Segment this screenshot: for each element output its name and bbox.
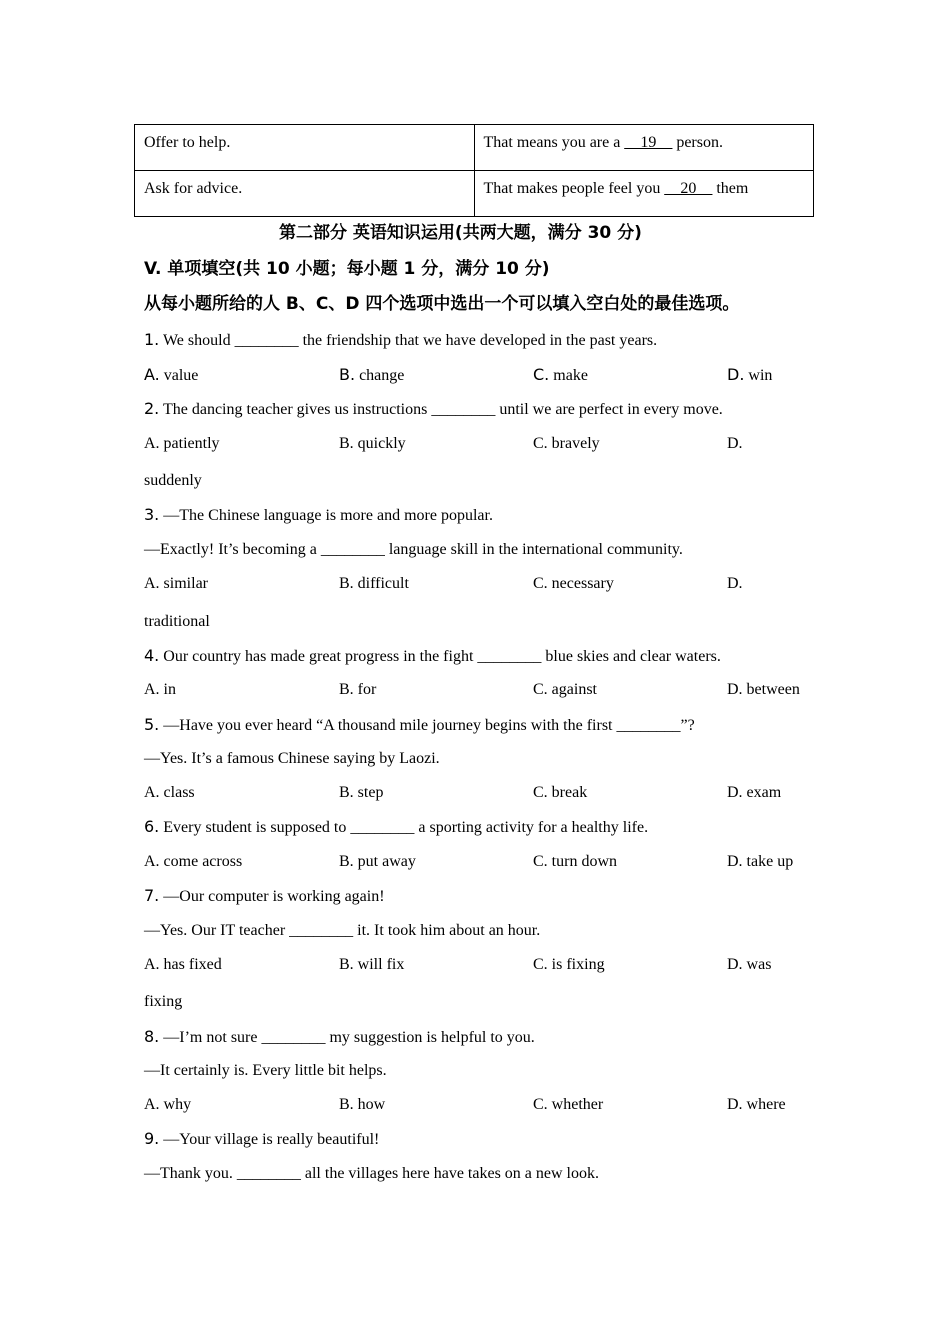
option-d: D. win bbox=[727, 365, 773, 384]
question-number: 3. bbox=[144, 505, 160, 524]
question-stem-line2: —Yes. It’s a famous Chinese saying by Laozi. bbox=[144, 750, 440, 767]
instruction: 从每小题所给的人 B、C、D 四个选项中选出一个可以填入空白处的最佳选项。 bbox=[144, 294, 740, 314]
option-b: B. change bbox=[339, 365, 405, 384]
question-stem-line2: —Yes. Our IT teacher ________ it. It took him about an hour. bbox=[144, 922, 541, 939]
cell-text: Offer to help. bbox=[144, 134, 231, 151]
option-a: A. patiently bbox=[144, 435, 220, 452]
question-stem-line2: —Exactly! It’s becoming a ________ language skill in the international community. bbox=[144, 541, 683, 558]
option-b: B. difficult bbox=[339, 575, 409, 592]
question-stem: —I’m not sure ________ my suggestion is helpful to you. bbox=[159, 1029, 535, 1046]
table-row bbox=[135, 125, 814, 171]
blank-20: __20__ bbox=[664, 180, 713, 197]
question-8 bbox=[144, 1027, 535, 1048]
question-number: 6. bbox=[144, 817, 160, 836]
option-a: A. similar bbox=[144, 575, 208, 592]
question-number: 2. bbox=[144, 399, 160, 418]
question-stem: The dancing teacher gives us instructions ________ until we are perfect in every move. bbox=[159, 401, 723, 418]
question-stem: Every student is supposed to ________ a sporting activity for a healthy life. bbox=[159, 819, 649, 836]
option-d-wrap: suddenly bbox=[144, 472, 202, 489]
question-number: 5. bbox=[144, 715, 160, 734]
question-number: 9. bbox=[144, 1129, 160, 1148]
option-b: B. for bbox=[339, 681, 377, 698]
option-d: D. exam bbox=[727, 784, 782, 801]
question-stem: —Your village is really beautiful! bbox=[159, 1131, 380, 1148]
option-b: B. quickly bbox=[339, 435, 406, 452]
option-a: A. class bbox=[144, 784, 195, 801]
question-4 bbox=[144, 646, 721, 667]
option-d: D. bbox=[727, 435, 743, 452]
question-stem-line2: —It certainly is. Every little bit helps. bbox=[144, 1062, 387, 1079]
question-number: 1. bbox=[144, 330, 160, 349]
option-c: C. against bbox=[533, 681, 597, 698]
table-cell bbox=[135, 125, 475, 171]
option-a: A. why bbox=[144, 1096, 192, 1113]
question-6 bbox=[144, 817, 648, 838]
cell-text: That makes people feel you bbox=[483, 180, 665, 197]
question-stem: Our country has made great progress in the fight ________ blue skies and clear waters. bbox=[159, 648, 721, 665]
cell-text: them bbox=[712, 180, 749, 197]
question-9 bbox=[144, 1129, 379, 1150]
option-c: C. necessary bbox=[533, 575, 614, 592]
table-cell bbox=[474, 171, 814, 217]
question-stem-line2: —Thank you. ________ all the villages here have takes on a new look. bbox=[144, 1165, 599, 1182]
section-title: 第二部分 英语知识运用(共两大题，满分 30 分) bbox=[279, 223, 642, 243]
option-c: C. whether bbox=[533, 1096, 604, 1113]
option-a: A. come across bbox=[144, 853, 243, 870]
table-cell bbox=[474, 125, 814, 171]
option-b: B. put away bbox=[339, 853, 416, 870]
option-d: D. take up bbox=[727, 853, 794, 870]
question-1 bbox=[144, 330, 657, 351]
option-a: A. has fixed bbox=[144, 956, 222, 973]
option-c: C. break bbox=[533, 784, 588, 801]
option-c: C. turn down bbox=[533, 853, 617, 870]
cell-text: That means you are a bbox=[483, 134, 625, 151]
question-2 bbox=[144, 399, 723, 420]
cell-text: Ask for advice. bbox=[144, 180, 243, 197]
option-c: C. is fixing bbox=[533, 956, 605, 973]
question-stem: —Our computer is working again! bbox=[159, 888, 385, 905]
blank-19: __19__ bbox=[624, 134, 673, 151]
question-stem: —The Chinese language is more and more popular. bbox=[159, 507, 493, 524]
table-row bbox=[135, 171, 814, 217]
dialog-table bbox=[134, 124, 814, 217]
option-a: A. in bbox=[144, 681, 176, 698]
option-d: D. between bbox=[727, 681, 800, 698]
option-c: C. make bbox=[533, 365, 588, 384]
option-d-wrap: fixing bbox=[144, 993, 183, 1010]
cell-text: person. bbox=[672, 134, 723, 151]
question-stem: We should ________ the friendship that we have developed in the past years. bbox=[159, 332, 658, 349]
option-b: B. how bbox=[339, 1096, 386, 1113]
option-b: B. will fix bbox=[339, 956, 405, 973]
question-3 bbox=[144, 505, 493, 526]
question-number: 4. bbox=[144, 646, 160, 665]
option-d: D. where bbox=[727, 1096, 786, 1113]
option-a: A. value bbox=[144, 365, 199, 384]
option-c: C. bravely bbox=[533, 435, 600, 452]
part-title: V. 单项填空(共 10 小题；每小题 1 分，满分 10 分) bbox=[144, 259, 550, 279]
question-5 bbox=[144, 715, 695, 736]
question-7 bbox=[144, 886, 385, 907]
table-cell bbox=[135, 171, 475, 217]
question-number: 7. bbox=[144, 886, 160, 905]
option-b: B. step bbox=[339, 784, 384, 801]
question-stem: —Have you ever heard “A thousand mile journey begins with the first ________”? bbox=[159, 717, 695, 734]
option-d: D. was bbox=[727, 956, 772, 973]
option-d: D. bbox=[727, 575, 743, 592]
option-d-wrap: traditional bbox=[144, 613, 210, 630]
question-number: 8. bbox=[144, 1027, 160, 1046]
